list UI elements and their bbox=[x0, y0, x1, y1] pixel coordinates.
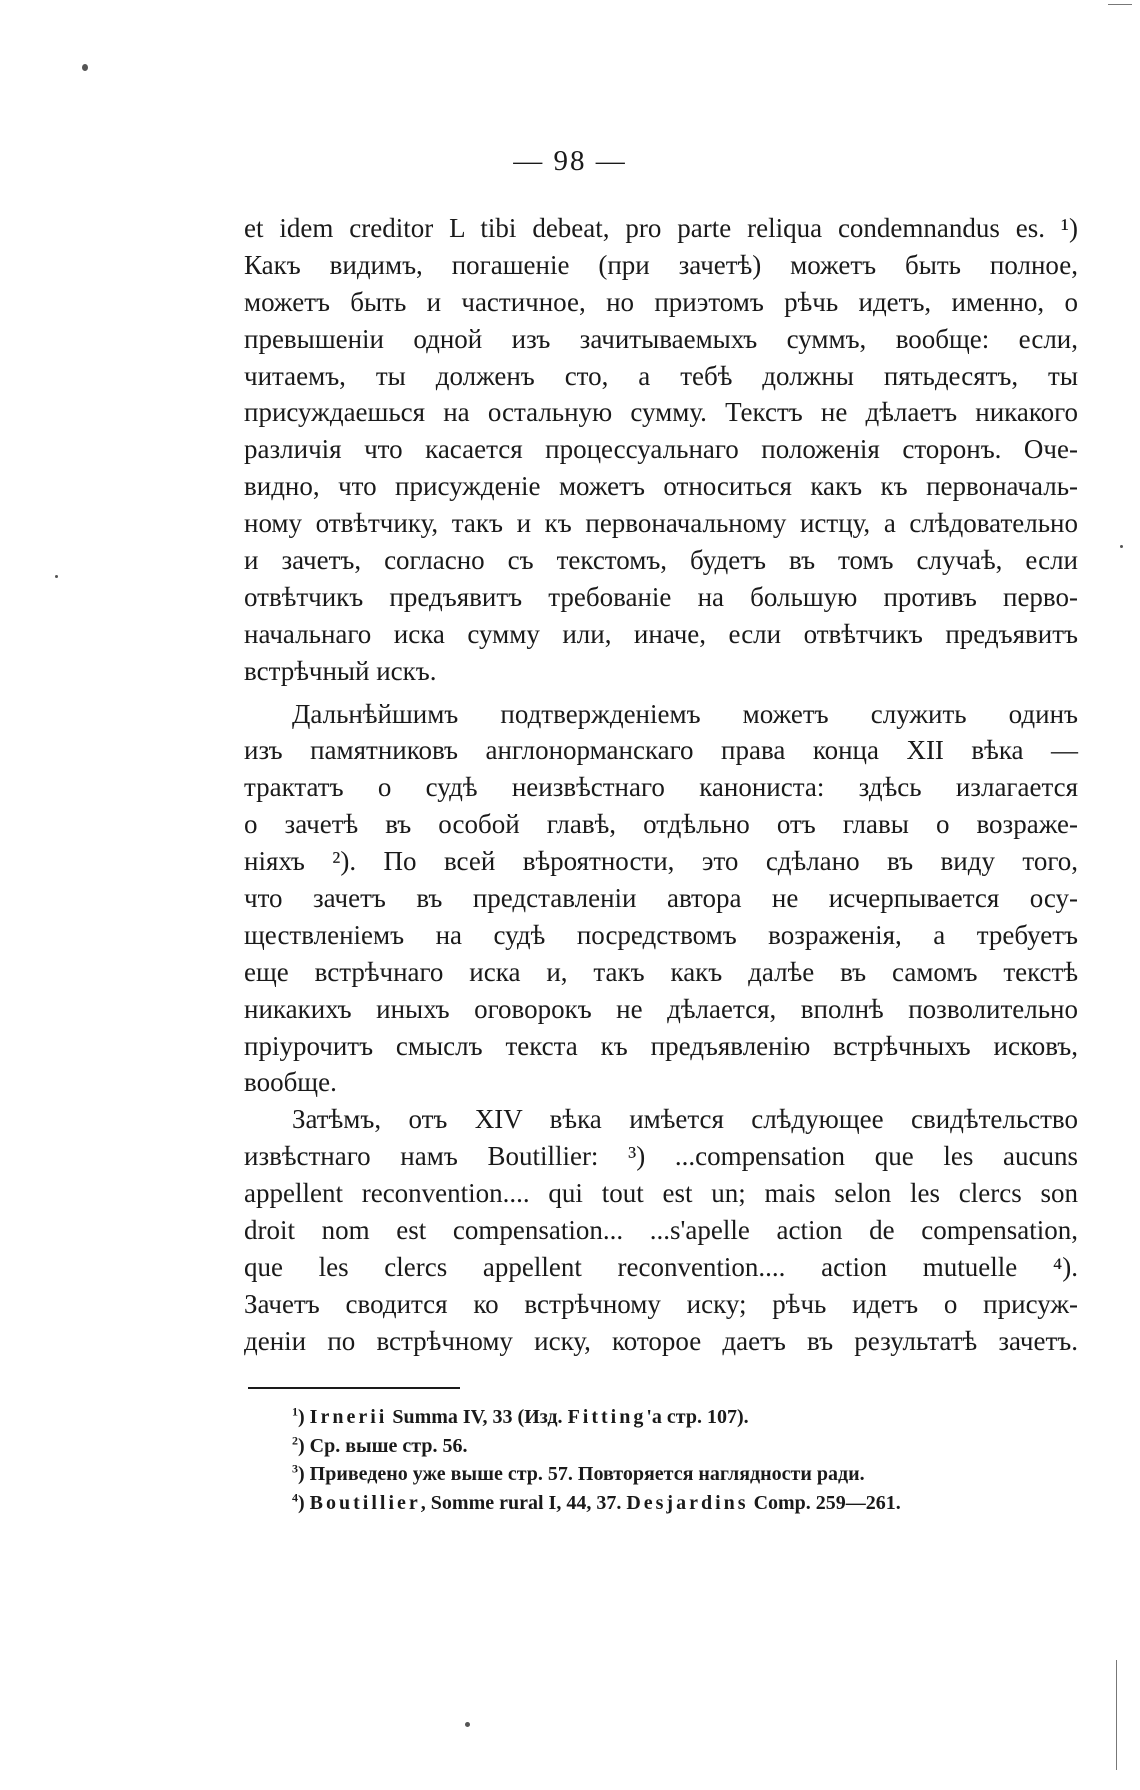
text-line: Дальнѣйшимъ подтвержденіемъ можетъ служить одинъ bbox=[292, 698, 1078, 729]
text-line: и зачетъ, согласно съ текстомъ, будетъ въ томъ случаѣ, если bbox=[244, 545, 1078, 576]
text-line: трактатъ о судѣ неизвѣстнаго канониста: здѣсь излагается bbox=[244, 772, 1078, 803]
text-line: превышеніи одной изъ зачитываемыхъ суммъ, вообще: если, bbox=[244, 323, 1078, 354]
footnote-author: Desjardins bbox=[626, 1491, 749, 1514]
text-line: Зачетъ сводится ко встрѣчному иску; рѣчь идетъ о присуж- bbox=[244, 1288, 1078, 1319]
footnotes bbox=[292, 1403, 1092, 1517]
text-line: начальнаго иска сумму или, иначе, если отвѣтчикъ предъявитъ bbox=[244, 618, 1078, 649]
text-line: деніи по встрѣчному иску, которое даетъ въ результатѣ зачетъ. bbox=[244, 1325, 1078, 1356]
text-line: можетъ быть и частичное, но приэтомъ рѣчь идетъ, именно, о bbox=[244, 286, 1078, 317]
text-line: извѣстнаго намъ Boutillier: ³) ...compensation que les aucuns bbox=[244, 1141, 1078, 1172]
text-line: никакихъ иныхъ оговорокъ не дѣлается, вполнѣ позволительно bbox=[244, 993, 1078, 1024]
page-number: — 98 — bbox=[513, 145, 627, 177]
scan-speck bbox=[55, 575, 58, 578]
footnote-author: Boutillier bbox=[309, 1491, 421, 1514]
scan-edge bbox=[1116, 1660, 1117, 1770]
footnote-text: ) bbox=[298, 1491, 310, 1514]
text-line: присуждаешься на остальную сумму. Текстъ не дѣлаетъ никакого bbox=[244, 397, 1078, 428]
text-line: что зачетъ въ представленіи автора не исчерпывается осу- bbox=[244, 883, 1078, 914]
footnote-text: , Somme rural I, 44, 37. bbox=[420, 1491, 627, 1514]
scan-speck bbox=[82, 64, 88, 71]
scan-edge bbox=[1108, 4, 1132, 5]
footnote-4 bbox=[292, 1489, 1092, 1518]
text-line: отвѣтчикъ предъявитъ требованіе на большую противъ перво- bbox=[244, 581, 1078, 612]
footnote-text: Summa IV, 33 (Изд. bbox=[387, 1406, 568, 1428]
text-line: пріурочитъ смыслъ текста къ предъявленію встрѣчныхъ исковъ, bbox=[244, 1030, 1078, 1061]
footnote-text: ) Приведено уже выше стр. 57. Повторяется наглядности ради. bbox=[298, 1463, 865, 1486]
text-line: Затѣмъ, отъ XIV вѣка имѣется слѣдующее свидѣтельство bbox=[292, 1104, 1078, 1135]
footnote-author: Fitting bbox=[567, 1406, 647, 1428]
text-line: ніяхъ ²). По всей вѣроятности, это сдѣлано въ виду того, bbox=[244, 846, 1078, 877]
footnote-text: ) bbox=[298, 1406, 310, 1428]
footnote-3 bbox=[292, 1460, 1092, 1489]
scan-speck bbox=[1120, 545, 1123, 548]
text-line: различія что касается процессуальнаго положенія сторонъ. Оче- bbox=[244, 434, 1078, 465]
text-line: droit nom est compensation... ...s'apelle action de compensation, bbox=[244, 1215, 1078, 1246]
footnote-2 bbox=[292, 1432, 1092, 1461]
text-line: видно, что присужденіе можетъ относиться какъ къ первоначаль- bbox=[244, 471, 1078, 502]
footnote-1 bbox=[292, 1403, 1092, 1432]
text-line: еще встрѣчнаго иска и, такъ какъ далѣе въ самомъ текстѣ bbox=[244, 956, 1078, 987]
footnote-number: 1 bbox=[292, 1404, 298, 1419]
text-line: et idem creditor L tibi debeat, pro parte reliqua condemnandus es. ¹) bbox=[244, 213, 1078, 243]
footnote-number: 3 bbox=[292, 1461, 298, 1476]
scan-speck bbox=[465, 1722, 470, 1727]
footnote-text: Comp. 259—261. bbox=[748, 1491, 901, 1514]
text-line: изъ памятниковъ англонорманскаго права конца XII вѣка — bbox=[244, 735, 1078, 766]
body-text bbox=[244, 210, 1078, 1360]
footnote-number: 4 bbox=[292, 1490, 298, 1505]
text-line: встрѣчный искъ. bbox=[244, 655, 437, 686]
text-line: ществленіемъ на судѣ посредствомъ возраженія, а требуетъ bbox=[244, 919, 1078, 950]
text-line: ному отвѣтчику, такъ и къ первоначальному истцу, а слѣдовательно bbox=[244, 508, 1078, 539]
text-line: читаемъ, ты долженъ сто, а тебѣ должны пятьдесятъ, ты bbox=[244, 360, 1078, 391]
text-line: que les clercs appellent reconvention.... action mutuelle ⁴). bbox=[244, 1251, 1078, 1282]
text-line: Какъ видимъ, погашеніе (при зачетѣ) можетъ быть полное, bbox=[244, 249, 1078, 280]
footnote-text: 'a стр. 107). bbox=[646, 1406, 749, 1428]
footnote-number: 2 bbox=[292, 1432, 298, 1447]
text-line: вообще. bbox=[244, 1067, 337, 1098]
footnote-divider bbox=[248, 1387, 460, 1389]
text-line: appellent reconvention.... qui tout est un; mais selon les clercs son bbox=[244, 1178, 1078, 1209]
footnote-text: ) Ср. выше стр. 56. bbox=[298, 1434, 468, 1457]
footnote-author: Irnerii bbox=[309, 1406, 388, 1428]
text-line: о зачетѣ въ особой главѣ, отдѣльно отъ главы о возраже- bbox=[244, 809, 1078, 840]
